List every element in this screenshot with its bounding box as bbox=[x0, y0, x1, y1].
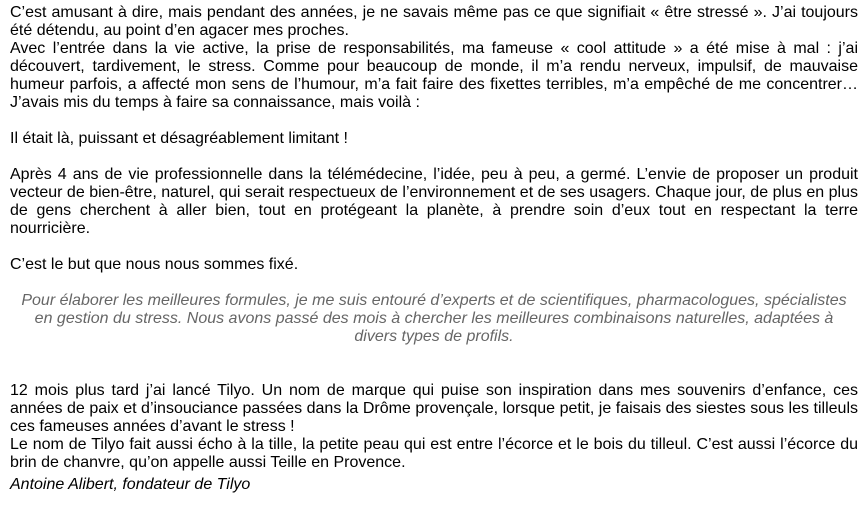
quote-block: Pour élaborer les meilleures formules, je me suis entouré d’experts et de scientifiques, pharmacologues, spécialistes en gestion du stress. Nous avons passé des mois à chercher les meilleures combinaisons naturelles, adaptées à divers types de profils. bbox=[21, 292, 847, 345]
spacer bbox=[10, 148, 858, 166]
spacer bbox=[10, 346, 858, 382]
paragraph-launch: 12 mois plus tard j’ai lancé Tilyo. Un nom de marque qui puise son inspiration dans mes souvenirs d’enfance, ces années de paix et d’insouciance passées dans la Drôme provençale, lorsque petit, je faisais des siestes sous les tilleuls ces fameuses années d’avant le stress ! bbox=[10, 382, 858, 435]
document-page bbox=[10, 4, 858, 494]
paragraph-intro: C’est amusant à dire, mais pendant des années, je ne savais même pas ce que signifiait « être stressé ». J’ai toujours été détendu, au point d’en agacer mes proches. bbox=[10, 4, 858, 39]
paragraph-goal: C’est le but que nous nous sommes fixé. bbox=[10, 256, 299, 273]
spacer bbox=[10, 112, 858, 130]
paragraph-stress-discovery: Avec l’entrée dans la vie active, la prise de responsabilités, ma fameuse « cool attitude » a été mise à mal : j’ai découvert, tardivement, le stress. Comme pour beaucoup de monde, il m’a rendu nerveux, impulsif, de mauvaise humeur parfois, a affecté mon sens de l’humour, m’a fait faire des fixettes terribles, m’a empêché de me concentrer… J’avais mis du temps à faire sa connaissance, mais voilà : bbox=[10, 40, 858, 111]
spacer bbox=[10, 274, 858, 292]
paragraph-idea: Après 4 ans de vie professionnelle dans la télémédecine, l’idée, peu à peu, a germé. L’envie de proposer un produit vecteur de bien-être, naturel, qui serait respectueux de l’environnement et de ses usagers. Chaque jour, de plus en plus de gens cherchent à aller bien, tout en protégeant la planète, à prendre soin d’eux tout en respectant la terre nourricière. bbox=[10, 166, 858, 237]
spacer bbox=[10, 238, 858, 256]
signature: Antoine Alibert, fondateur de Tilyo bbox=[10, 476, 251, 493]
paragraph-name-origin: Le nom de Tilyo fait aussi écho à la tille, la petite peau qui est entre l’écorce et le bois du tilleul. C’est aussi l’écorce du brin de chanvre, qu’on appelle aussi Teille en Provence. bbox=[10, 436, 858, 471]
paragraph-limiting: Il était là, puissant et désagréablement limitant ! bbox=[10, 130, 348, 147]
